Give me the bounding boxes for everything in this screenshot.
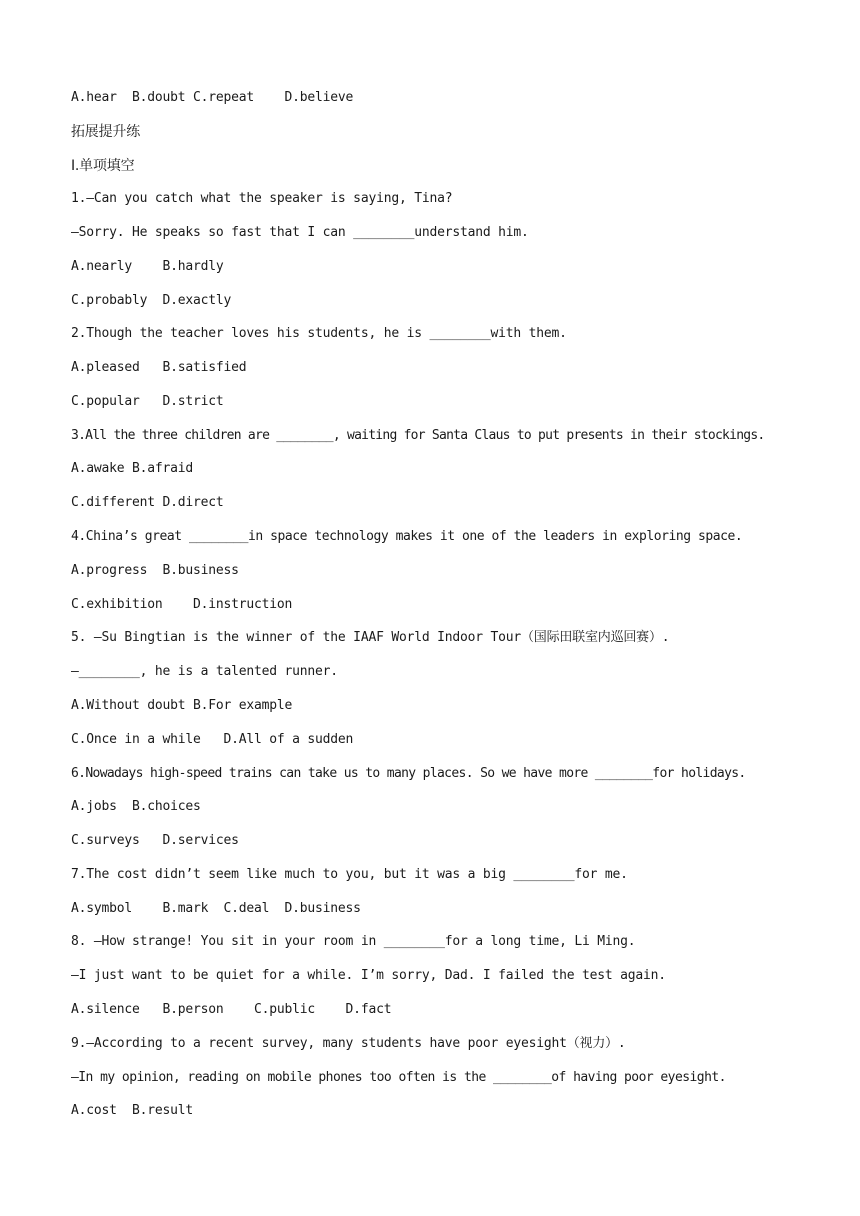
q5-stem-2: —________, he is a talented runner. (71, 664, 338, 679)
q3-options-ab: A.awake B.afraid (71, 461, 194, 476)
q8-stem-2: —I just want to be quiet for a while. I’m sorry, Dad. I failed the test again. (71, 968, 666, 983)
subsection-heading: Ⅰ.单项填空 (71, 158, 135, 174)
q5-options-ab: A.Without doubt B.For example (71, 698, 293, 713)
q4-stem: 4.China’s great ________in space technology makes it one of the leaders in exploring space. (71, 529, 743, 544)
q2-options-ab: A.pleased B.satisfied (71, 360, 247, 375)
q2-stem: 2.Though the teacher loves his students, he is ________with them. (71, 326, 567, 341)
q1-options-cd: C.probably D.exactly (71, 293, 232, 308)
q3-options-cd: C.different D.direct (71, 495, 224, 510)
q1-stem: 1.—Can you catch what the speaker is saying, Tina? (71, 191, 453, 206)
q7-stem: 7.The cost didn’t seem like much to you, but it was a big ________for me. (71, 867, 628, 882)
q8-options: A.silence B.person C.public D.fact (71, 1002, 392, 1017)
q8-stem: 8. —How strange! You sit in your room in ________for a long time, Li Ming. (71, 934, 636, 949)
q1-options-ab: A.nearly B.hardly (71, 259, 224, 274)
q9-stem: 9.—According to a recent survey, many students have poor eyesight（视力）. (71, 1036, 626, 1051)
q2-options-cd: C.popular D.strict (71, 394, 224, 409)
q0-options: A.hear B.doubt C.repeat D.believe (71, 90, 354, 105)
section-heading: 拓展提升练 (71, 124, 140, 140)
q6-options-ab: A.jobs B.choices (71, 799, 201, 814)
q1-stem-2: —Sorry. He speaks so fast that I can ________understand him. (71, 225, 529, 240)
q5-stem: 5. —Su Bingtian is the winner of the IAAF World Indoor Tour（国际田联室内巡回赛）. (71, 630, 670, 645)
q9-options-ab: A.cost B.result (71, 1103, 194, 1118)
q9-stem-2: —In my opinion, reading on mobile phones too often is the ________of having poor eyesight. (71, 1070, 726, 1085)
q5-options-cd: C.Once in a while D.All of a sudden (71, 732, 354, 747)
q6-options-cd: C.surveys D.services (71, 833, 239, 848)
q6-stem: 6.Nowadays high-speed trains can take us to many places. So we have more ________for holidays. (71, 766, 746, 781)
q4-options-ab: A.progress B.business (71, 563, 239, 578)
q7-options: A.symbol B.mark C.deal D.business (71, 901, 361, 916)
q3-stem: 3.All the three children are ________, waiting for Santa Claus to put presents in their stockings. (71, 428, 765, 443)
q4-options-cd: C.exhibition D.instruction (71, 597, 293, 612)
